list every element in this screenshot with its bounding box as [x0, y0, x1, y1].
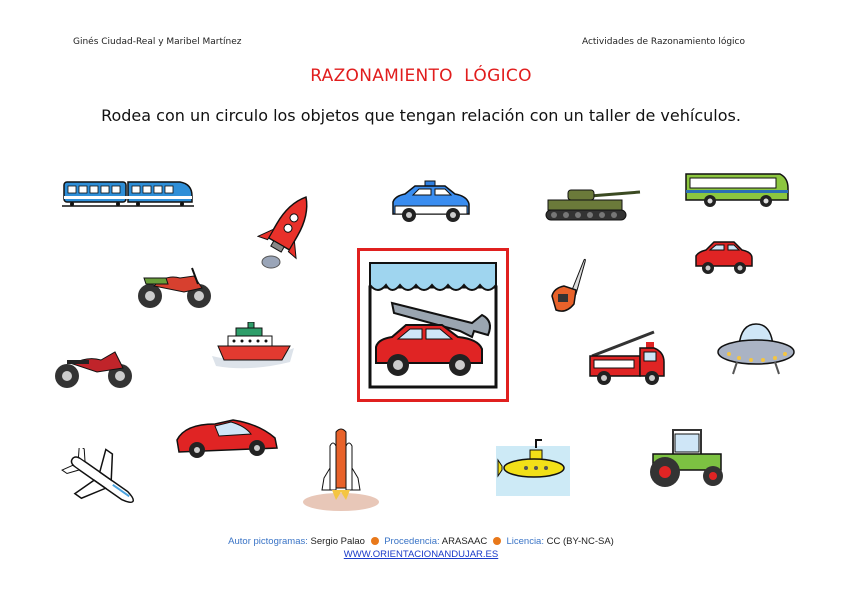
separator-dot [493, 537, 501, 545]
source-value: ARASAAC [441, 536, 488, 547]
motorcycle-icon[interactable] [136, 262, 214, 310]
police-car-icon[interactable] [389, 180, 473, 226]
header-subject: Actividades de Razonamiento lógico [581, 37, 745, 47]
train-icon[interactable] [62, 178, 194, 210]
airplane-icon[interactable] [60, 448, 142, 510]
license-value: CC (BY-NC-SA) [546, 536, 614, 547]
page-title: RAZONAMIENTO LÓGICO [310, 66, 532, 86]
rocket-icon[interactable] [257, 190, 315, 272]
website-link-row [0, 549, 842, 560]
ship-icon[interactable] [210, 322, 296, 372]
author-label: Autor pictogramas: [228, 536, 308, 547]
dirt-bike-icon[interactable] [53, 342, 135, 390]
credits-line [0, 536, 842, 547]
car-small-icon[interactable] [692, 238, 756, 278]
license-label: Licencia: [506, 536, 544, 547]
chainsaw-icon[interactable] [548, 256, 588, 318]
bus-icon[interactable] [684, 170, 790, 210]
ufo-icon[interactable] [715, 320, 797, 380]
sports-car-icon[interactable] [175, 414, 279, 462]
tractor-icon[interactable] [647, 426, 727, 488]
source-label: Procedencia: [384, 536, 440, 547]
car-workshop-icon [357, 248, 509, 402]
tank-icon[interactable] [544, 184, 642, 224]
instruction-text: Rodea con un circulo los objetos que tengan relación con un taller de vehículos. [101, 106, 741, 125]
separator-dot [371, 537, 379, 545]
author-value: Sergio Palao [310, 536, 365, 547]
fire-truck-icon[interactable] [586, 328, 668, 390]
submarine-icon[interactable] [496, 438, 570, 496]
website-link[interactable]: WWW.ORIENTACIONANDUJAR.ES [343, 549, 499, 560]
header-authors: Ginés Ciudad-Real y Maribel Martínez [73, 37, 242, 47]
space-shuttle-icon[interactable] [300, 428, 382, 512]
